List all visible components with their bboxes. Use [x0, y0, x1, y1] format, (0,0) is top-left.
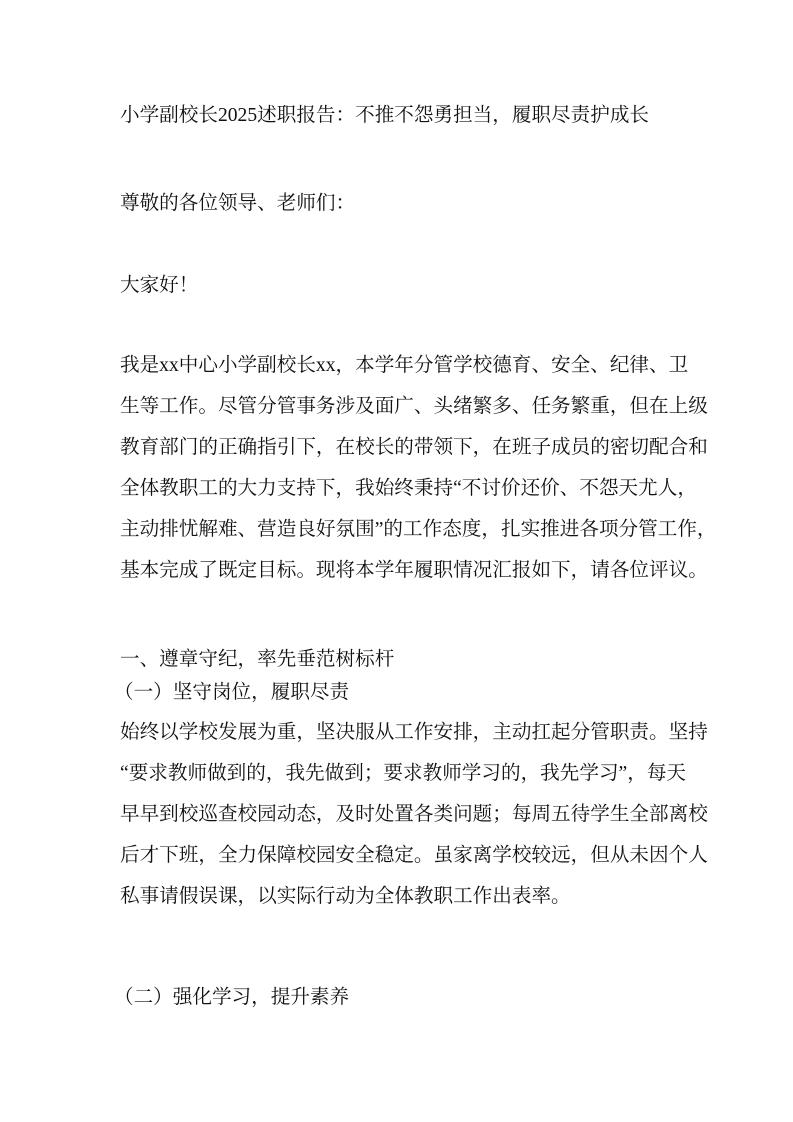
salutation: 尊敬的各位领导、老师们：: [120, 193, 356, 214]
section-heading: 一、遵章守纪，率先垂范树标杆: [120, 649, 395, 670]
body-line: 后才下班，全力保障校园安全稳定。虽家离学校较远，但从未因个人: [120, 845, 708, 866]
body-line: “要求教师做到的，我先做到；要求教师学习的，我先学习”，每天: [120, 763, 687, 784]
intro-line: 基本完成了既定目标。现将本学年履职情况汇报如下，请各位评议。: [120, 560, 708, 581]
intro-line: 我是xx中心小学副校长xx，本学年分管学校德育、安全、纪律、卫: [120, 355, 689, 376]
intro-line: 生等工作。尽管分管事务涉及面广、头绪繁多、任务繁重，但在上级: [120, 396, 708, 417]
body-line: 私事请假误课，以实际行动为全体教职工作出表率。: [120, 886, 571, 907]
subsection-heading: （一）坚守岗位，履职尽责: [114, 682, 350, 703]
body-line: 早早到校巡查校园动态，及时处置各类问题；每周五待学生全部离校: [120, 804, 708, 825]
intro-line: 主动排忧解难、营造良好氛围”的工作态度，扎实推进各项分管工作，: [120, 519, 717, 540]
intro-line: 全体教职工的大力支持下，我始终秉持“不讨价还价、不怨天尤人，: [120, 478, 697, 499]
document-title: 小学副校长2025述职报告：不推不怨勇担当，履职尽责护成长: [120, 105, 650, 126]
greeting: 大家好！: [120, 275, 199, 296]
intro-line: 教育部门的正确指引下，在校长的带领下，在班子成员的密切配合和: [120, 437, 708, 458]
body-line: 始终以学校发展为重，坚决服从工作安排，主动扛起分管职责。坚持: [120, 722, 708, 743]
subsection-heading: （二）强化学习，提升素养: [114, 987, 350, 1008]
